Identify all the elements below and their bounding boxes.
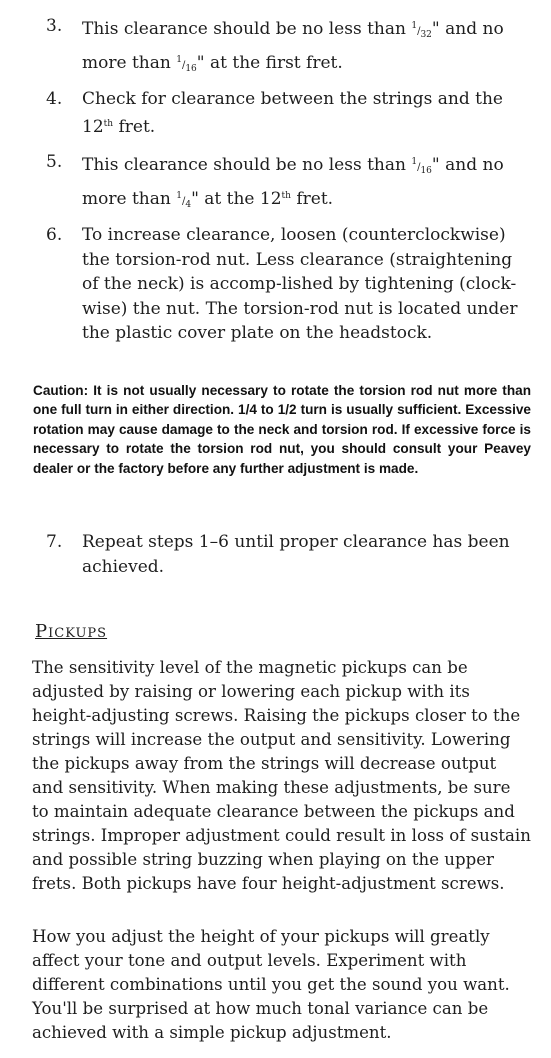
step-3 bbox=[46, 14, 526, 81]
step-number: 3. bbox=[46, 16, 63, 36]
step-text: Check for clearance between the strings and the 12th fret. bbox=[82, 89, 503, 137]
body-paragraph: The sensitivity level of the magnetic pickups can be adjusted by raising or lowering each pickup with its height-adjusting screws. Raising the pickups closer to the strings will increase the output and sensitivity. Lowering the pickups away from the strings will decrease output and sensitivity. When making these adjustments, be sure to maintain adequate clearance between the pickups and strings. Improper adjustment could result in loss of sustain and possible string buzzing when playing on the upper frets. Both pickups have four height-adjustment screws. bbox=[32, 658, 531, 893]
step-6 bbox=[46, 223, 526, 346]
body-paragraph: How you adjust the height of your pickups will greatly affect your tone and output levels. Experiment with different combinations until you get the sound you want. You'll be surprised at how much tonal variance can be achieved with a simple pickup adjustment. bbox=[32, 927, 510, 1042]
step-text: This clearance should be no less than 1/32" and no more than 1/16" at the first fret. bbox=[82, 19, 504, 74]
step-number: 6. bbox=[46, 225, 63, 245]
step-text: To increase clearance, loosen (counterclockwise) the torsion-rod nut. Less clearance (straightening of the neck) is accomp-lished by tightening (clock-wise) the nut. The torsion-rod nut is located under the plastic cover plate on the headstock. bbox=[82, 225, 518, 343]
fraction: 1/32 bbox=[411, 21, 432, 40]
fraction: 1/4 bbox=[176, 190, 192, 210]
step-number: 4. bbox=[46, 89, 63, 109]
step-number: 5. bbox=[46, 152, 63, 172]
step-5 bbox=[46, 150, 526, 217]
fraction: 1/16 bbox=[176, 54, 197, 74]
step-7 bbox=[46, 530, 526, 579]
step-text: Repeat steps 1–6 until proper clearance has been achieved. bbox=[82, 532, 510, 577]
step-text: This clearance should be no less than 1/16" and no more than 1/4" at the 12th fret. bbox=[82, 155, 504, 210]
section-heading: Pickups bbox=[35, 621, 108, 642]
step-number: 7. bbox=[46, 532, 63, 552]
caution-note: Caution: It is not usually necessary to rotate the torsion rod nut more than one full turn in either direction. 1/4 to 1/2 turn is usually sufficient. Excessive rotation may cause damage to the neck and torsion rod. If excessive force is necessary to rotate the torsion rod nut, you should consult your Peavey dealer or the factory before any further adjustment is made. bbox=[33, 383, 531, 476]
step-4 bbox=[46, 87, 526, 139]
fraction: 1/16 bbox=[411, 157, 432, 176]
